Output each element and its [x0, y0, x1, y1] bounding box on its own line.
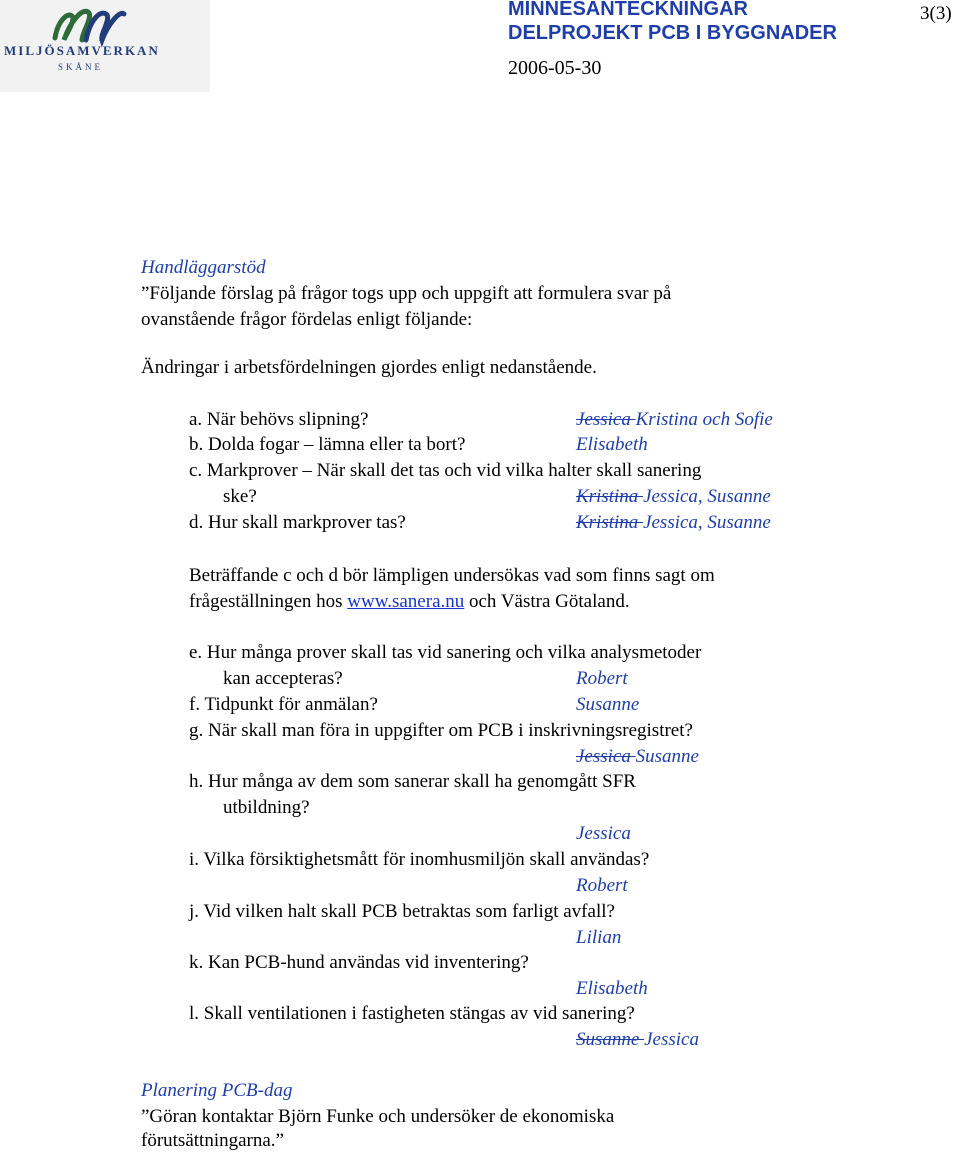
- item-i-question: i. Vilka försiktighetsmått för inomhusmiljön skall användas?: [189, 849, 650, 870]
- item-f-question: f. Tidpunkt för anmälan?: [189, 694, 378, 715]
- item-e-assignee: Robert: [576, 668, 628, 689]
- section-heading-planering: Planering PCB-dag: [141, 1080, 293, 1101]
- item-a-assignee: [576, 408, 773, 432]
- item-l-struck-name: Susanne: [576, 1029, 645, 1050]
- item-a-struck-name: Jessica: [576, 409, 636, 430]
- item-e-question-2: kan accepteras?: [223, 668, 343, 689]
- note-line-2-prefix: frågeställningen hos: [189, 591, 348, 612]
- page-number: 3(3): [920, 3, 952, 24]
- section-heading-handlaggarstod: Handläggarstöd: [141, 257, 266, 278]
- sanera-link[interactable]: www.sanera.nu: [347, 591, 465, 612]
- item-l-question: l. Skall ventilationen i fastigheten stängas av vid sanering?: [189, 1003, 635, 1024]
- item-j-question: j. Vid vilken halt skall PCB betraktas som farligt avfall?: [189, 901, 615, 922]
- item-e-question-1: e. Hur många prover skall tas vid sanering och vilka analysmetoder: [189, 642, 702, 663]
- item-d-question: d. Hur skall markprover tas?: [189, 512, 406, 533]
- item-c-assign: Jessica, Susanne: [643, 486, 771, 507]
- item-d-assign: Jessica, Susanne: [643, 512, 771, 533]
- planering-line-1: ”Göran kontaktar Björn Funke och undersöker de ekonomiska: [141, 1106, 615, 1127]
- item-g-question: g. När skall man föra in uppgifter om PCB i inskrivningsregistret?: [189, 720, 693, 741]
- item-i-assignee: Robert: [576, 875, 628, 896]
- intro-line-1: ”Följande förslag på frågor togs upp och uppgift att formulera svar på: [141, 283, 672, 304]
- header-date: 2006-05-30: [508, 57, 602, 79]
- note-line-1: Beträffande c och d bör lämpligen undersökas vad som finns sagt om: [189, 565, 715, 586]
- item-h-question-2: utbildning?: [223, 797, 310, 818]
- note-line-2-suffix: och Västra Götaland.: [464, 591, 630, 612]
- planering-line-2: förutsättningarna.”: [141, 1130, 284, 1151]
- item-j-assignee: Lilian: [576, 927, 622, 948]
- item-c-assignee: [576, 485, 771, 509]
- item-h-question-1: h. Hur många av dem som sanerar skall ha genomgått SFR: [189, 771, 636, 792]
- item-g-assign: Susanne: [635, 746, 699, 767]
- header-title-2: DELPROJEKT PCB I BYGGNADER: [508, 22, 837, 44]
- logo-text-sub: SKÅNE: [58, 62, 104, 72]
- item-d-struck-name: Kristina: [576, 512, 644, 533]
- item-d-assignee: [576, 511, 771, 535]
- item-b-question: b. Dolda fogar – lämna eller ta bort?: [189, 434, 466, 455]
- item-l-assign: Jessica: [644, 1029, 699, 1050]
- note-line-2: [189, 590, 630, 614]
- item-a-assign: Kristina och Sofie: [635, 409, 773, 430]
- item-k-assignee: Elisabeth: [576, 978, 648, 999]
- item-c-question-2: ske?: [223, 486, 257, 507]
- item-c-struck-name: Kristina: [576, 486, 644, 507]
- changes-line: Ändringar i arbetsfördelningen gjordes enligt nedanstående.: [141, 357, 597, 378]
- item-c-question-1: c. Markprover – När skall det tas och vid vilka halter skall sanering: [189, 460, 702, 481]
- item-h-assignee: Jessica: [576, 823, 631, 844]
- item-l-assignee: [576, 1028, 699, 1052]
- item-f-assignee: Susanne: [576, 694, 640, 715]
- header-title-1: MINNESANTECKNINGAR: [508, 0, 748, 20]
- logo-text-main: MILJÖSAMVERKAN: [4, 43, 160, 58]
- item-b-assignee: Elisabeth: [576, 434, 648, 455]
- intro-line-2: ovanstående frågor fördelas enligt följande:: [141, 309, 473, 330]
- item-k-question: k. Kan PCB-hund användas vid inventering?: [189, 952, 529, 973]
- item-a-question: a. När behövs slipning?: [189, 409, 369, 430]
- item-g-struck-name: Jessica: [576, 746, 636, 767]
- miljosamverkan-logo: [0, 0, 210, 92]
- item-g-assignee: [576, 745, 699, 769]
